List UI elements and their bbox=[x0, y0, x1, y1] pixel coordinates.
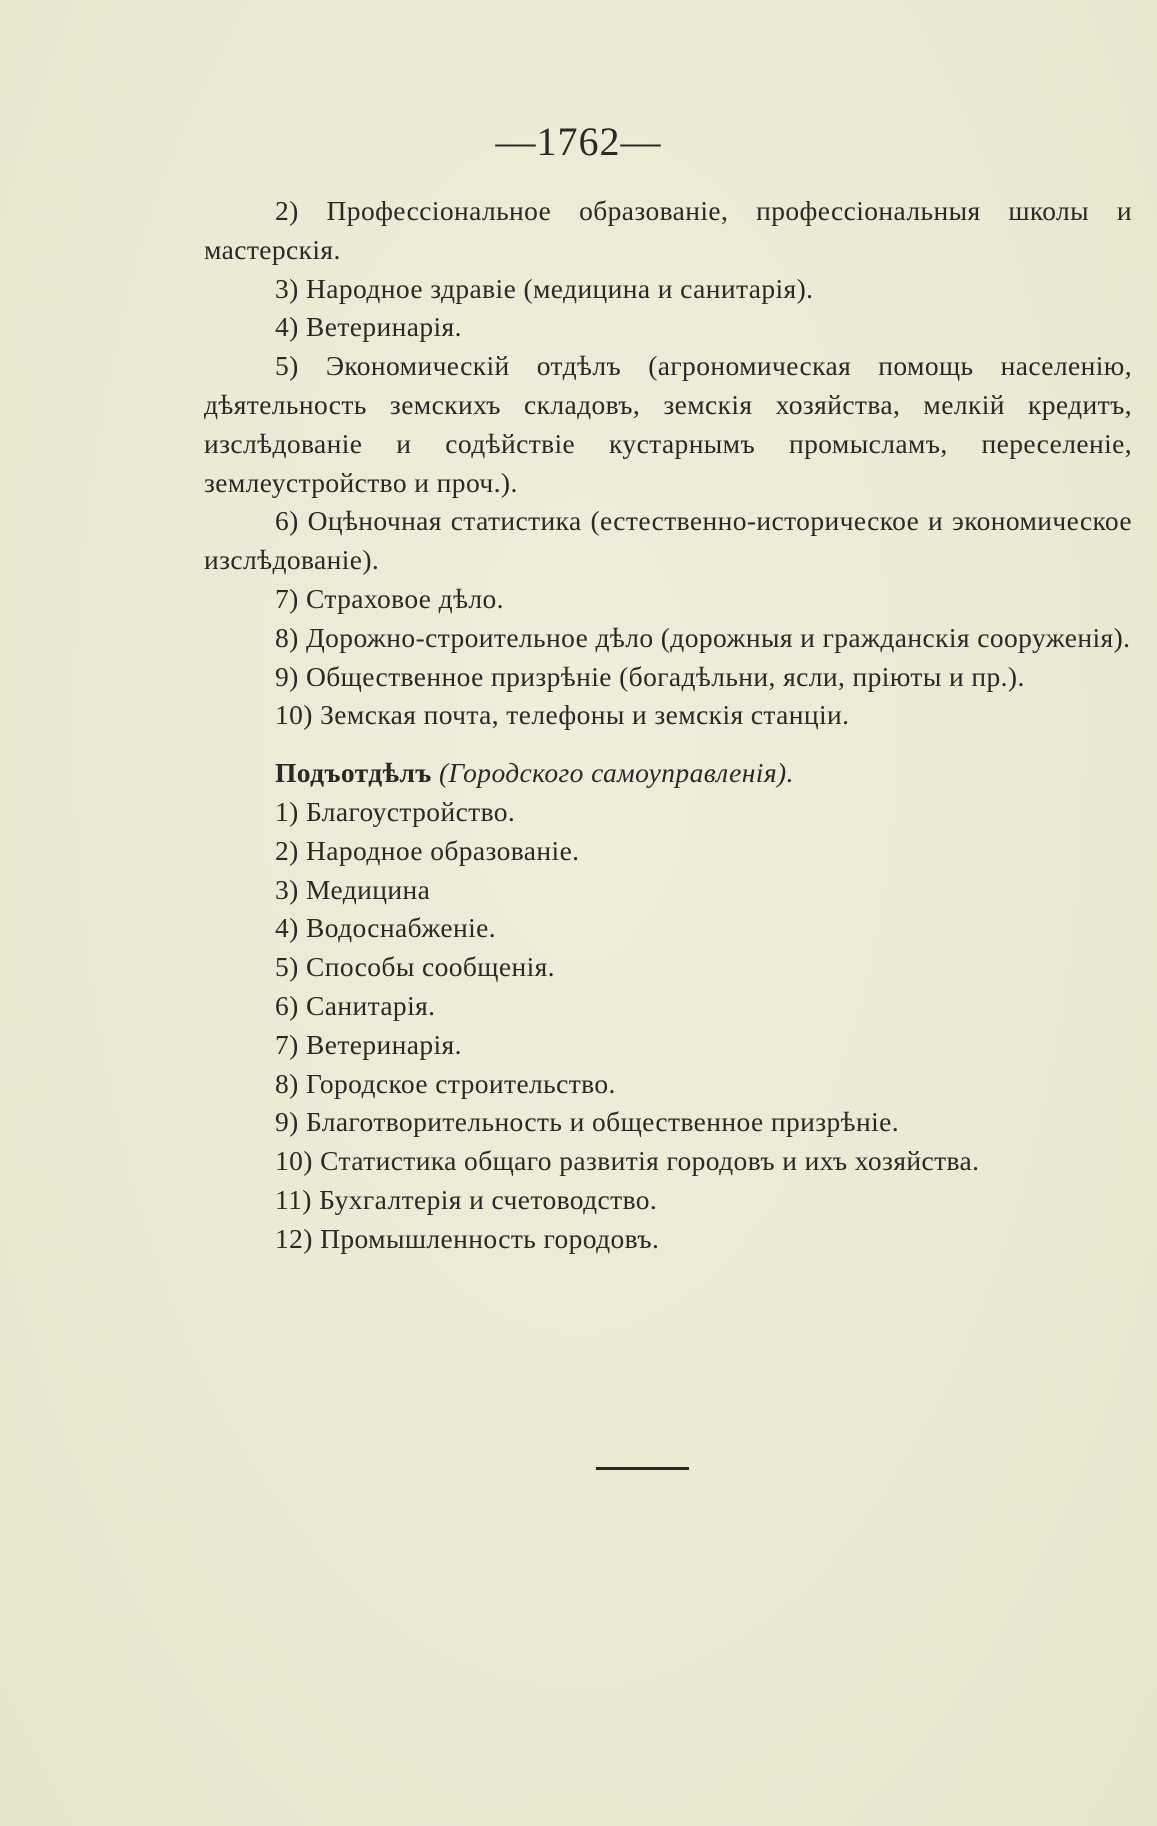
list-item: 3) Медицина bbox=[275, 873, 431, 905]
list-item: 10) Статистика общаго развитiя городовъ и ихъ хозяйства. bbox=[275, 1145, 980, 1177]
list-item: 8) Городское строительство. bbox=[275, 1067, 616, 1099]
list-item: 3) Народное здравiе (медицина и санитарiя). bbox=[275, 272, 814, 304]
list-item: 6) Оцѣночная статистика (естественно-историческое и экономическое изслѣдованiе). bbox=[204, 505, 1132, 576]
list-item: 5) Способы сообщенiя. bbox=[275, 951, 555, 983]
subsection-subtitle: (Городского самоуправленiя). bbox=[438, 757, 794, 789]
page-number: —1762— bbox=[495, 119, 662, 164]
list-item: 4) Ветеринарiя. bbox=[275, 311, 462, 343]
list-item: 8) Дорожно-строительное дѣло (дорожныя и гражданскiя сооруженiя). bbox=[275, 621, 1131, 653]
list-item: 9) Благотворительность и общественное призрѣнiе. bbox=[275, 1106, 900, 1138]
subsection-title: Подъотдѣлъ bbox=[275, 757, 432, 789]
page-body bbox=[204, 192, 1132, 1259]
list-item: 12) Промышленность городовъ. bbox=[275, 1222, 660, 1254]
list-item: 1) Благоустройство. bbox=[275, 795, 516, 827]
list-item: 7) Ветеринарiя. bbox=[275, 1028, 462, 1060]
list-item: 10) Земская почта, телефоны и земскiя станцiи. bbox=[275, 699, 850, 731]
list-item: 7) Страховое дѣло. bbox=[275, 582, 504, 614]
list-item: 6) Санитарiя. bbox=[275, 989, 436, 1021]
list-item: 5) Экономическiй отдѣлъ (агрономическая помощь населенiю, дѣятельность земскихъ складовъ, земскiя хозяйства, мелкiй кредитъ, изслѣдованiе и содѣйствiе кустарнымъ промысламъ, переселенiе, землеустройство и проч.). bbox=[204, 350, 1132, 498]
list-item: 11) Бухгалтерiя и счетоводство. bbox=[275, 1183, 658, 1215]
list-item: 2) Народное образованiе. bbox=[275, 834, 580, 866]
list-item: 4) Водоснабженiе. bbox=[275, 912, 497, 944]
list-item: 9) Общественное призрѣнiе (богадѣльни, ясли, прiюты и пр.). bbox=[275, 660, 1025, 692]
list-item: 2) Профессiональное образованiе, профессiональныя школы и мастерскiя. bbox=[204, 195, 1132, 265]
divider bbox=[596, 1467, 689, 1470]
subsection-heading bbox=[204, 754, 1132, 793]
